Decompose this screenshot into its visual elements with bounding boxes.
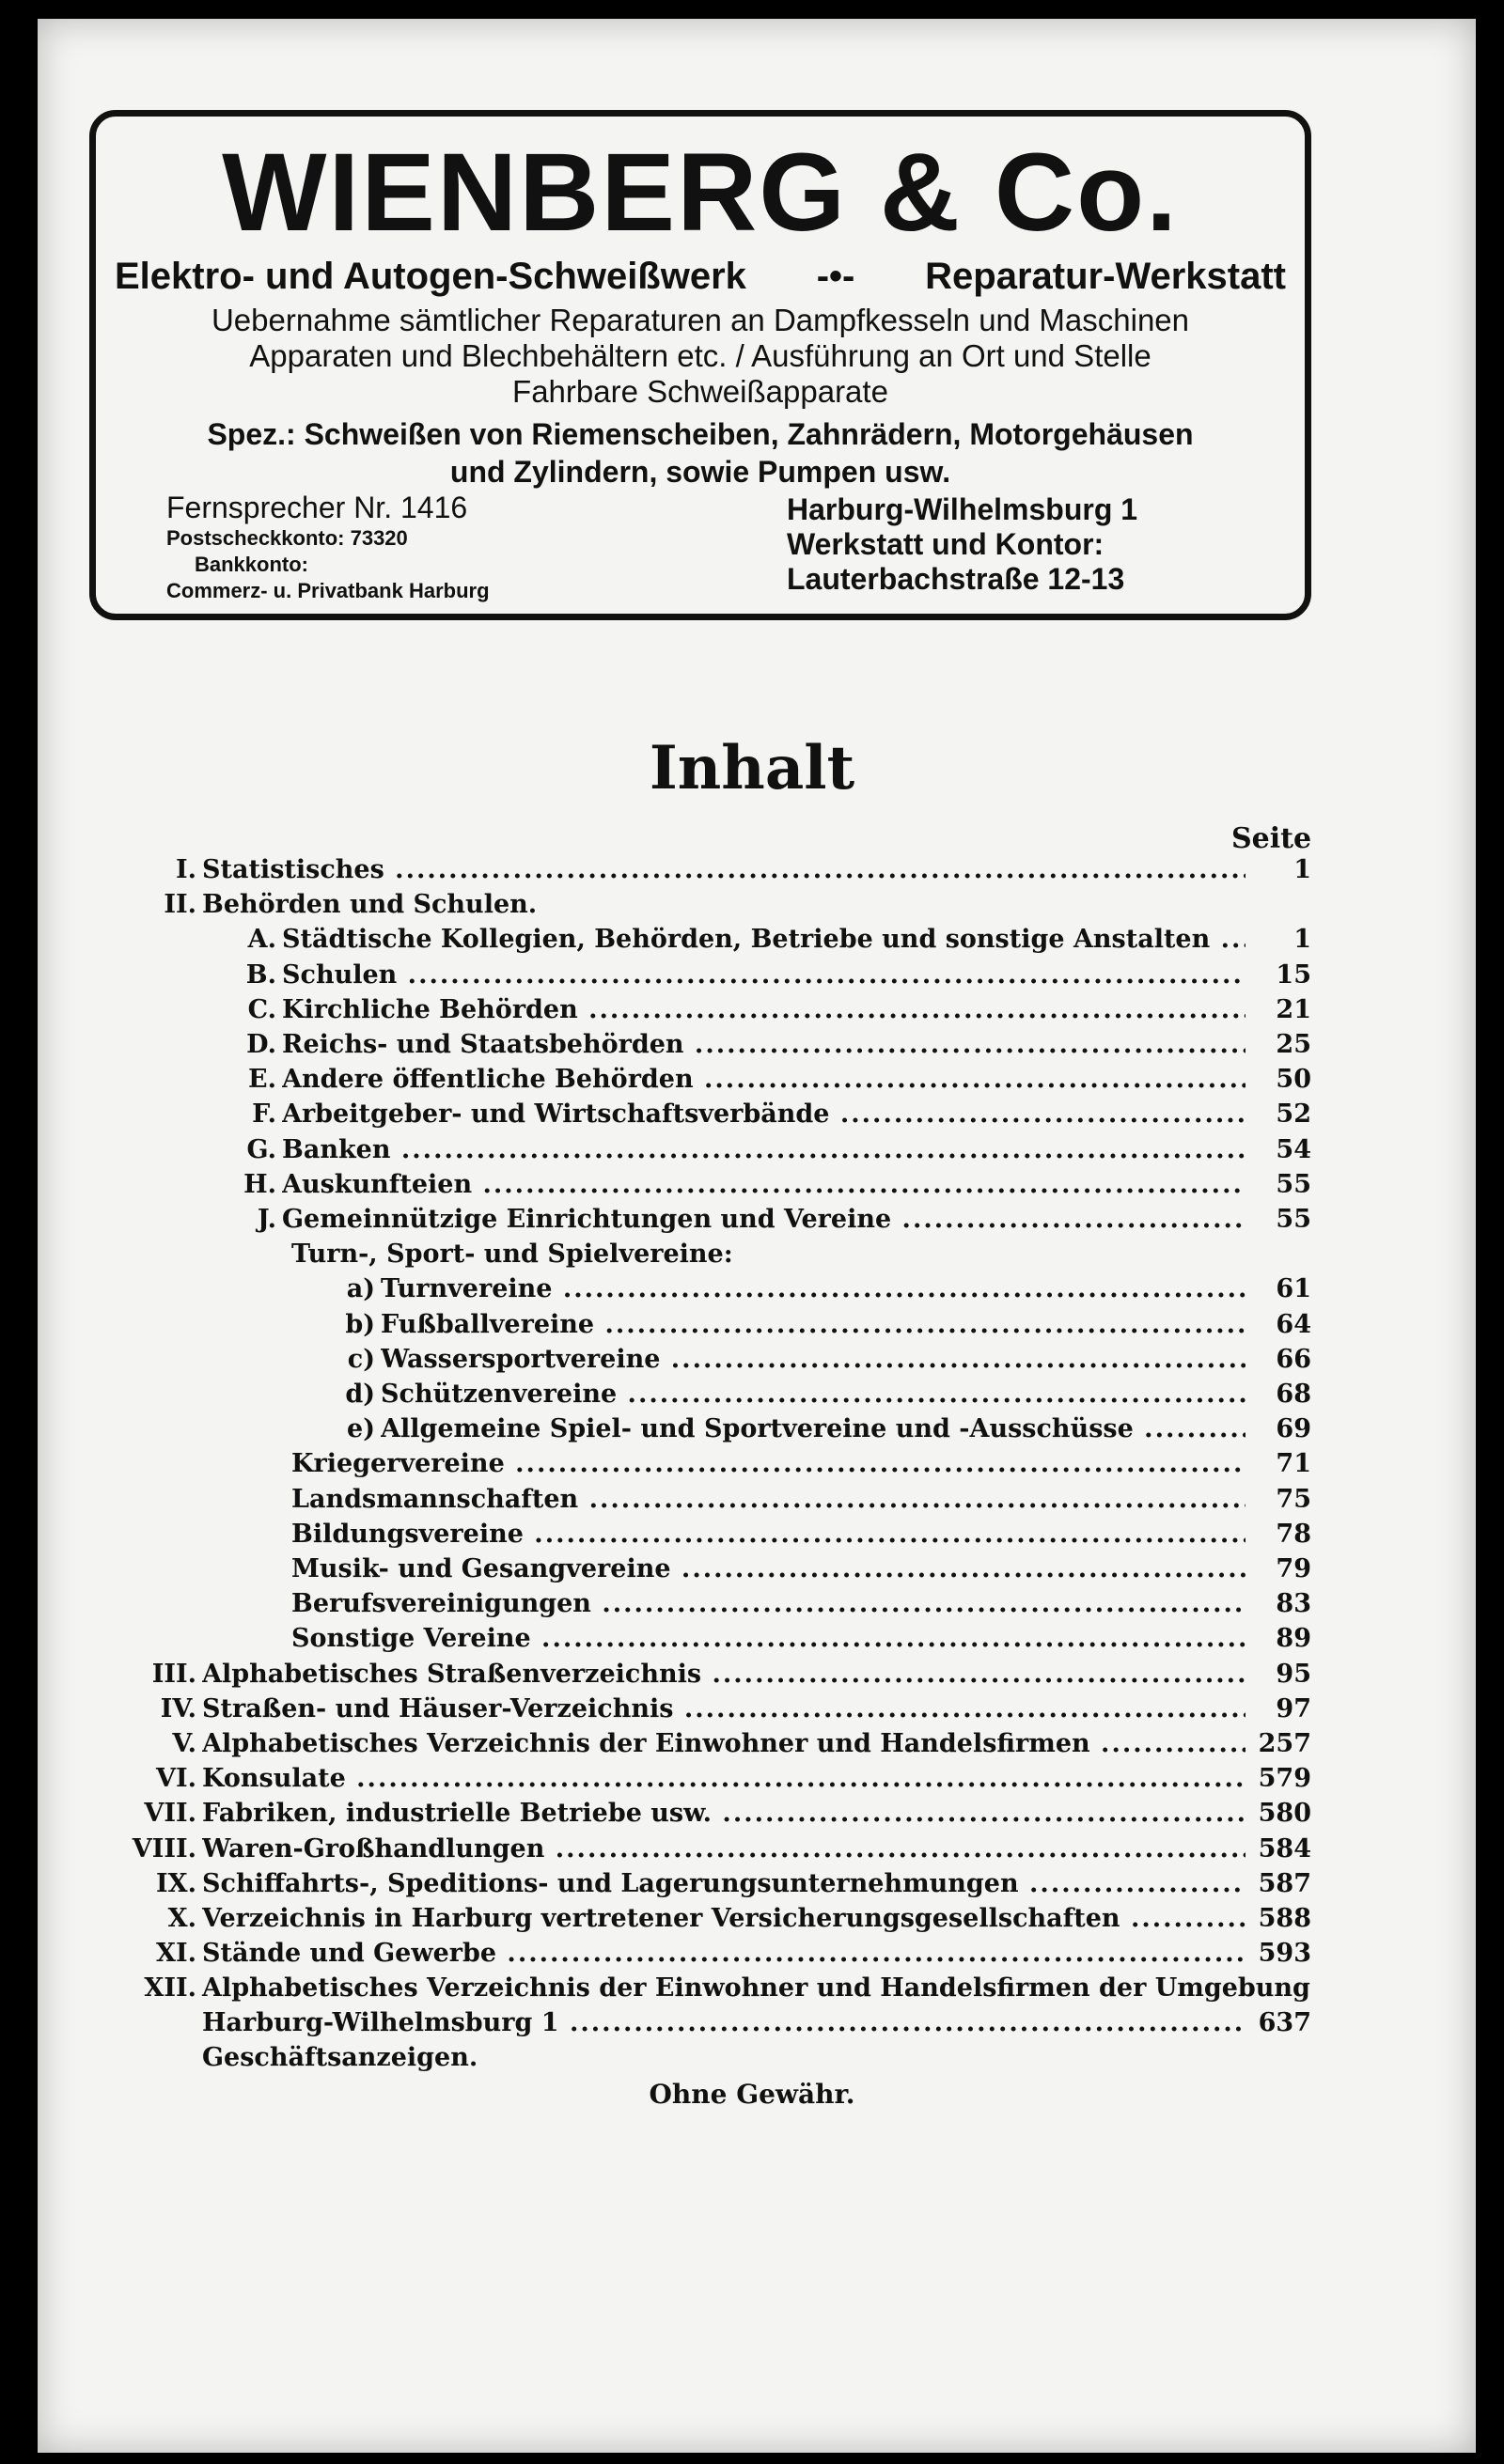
toc-label: Schulen ..... <box>282 960 1246 990</box>
toc-row <box>291 1485 1311 1520</box>
toc-row <box>156 1939 1311 1973</box>
toc-page-number: 1 <box>1293 855 1311 884</box>
ad-contact-right <box>787 492 1137 597</box>
ad-service-right: Reparatur-Werkstatt <box>925 256 1286 297</box>
toc-number: I. <box>175 855 196 884</box>
toc-row <box>132 1834 1311 1869</box>
ad-separator: -•- <box>816 256 855 297</box>
toc-row <box>164 890 1311 925</box>
toc-row <box>291 1520 1311 1554</box>
toc-label: Stände und Gewerbe ..... <box>202 1939 1246 1968</box>
ad-service-left: Elektro- und Autogen-Schweißwerk <box>115 256 746 297</box>
toc-row <box>346 1274 1311 1309</box>
toc-row <box>248 1065 1311 1099</box>
toc-page-number: 580 <box>1258 1799 1311 1828</box>
toc-row <box>252 1099 1311 1134</box>
toc-label: Alphabetisches Straßenverzeichnis ..... <box>202 1660 1246 1689</box>
toc-row <box>247 925 1311 959</box>
ad-city: Harburg-Wilhelmsburg 1 <box>787 492 1138 526</box>
toc-number: C. <box>247 995 276 1024</box>
toc-number: A. <box>247 925 276 954</box>
toc-row <box>156 1764 1311 1799</box>
toc-number: VII. <box>144 1799 196 1828</box>
toc-number: F. <box>252 1099 276 1129</box>
ad-bank: Commerz- u. Privatbank Harburg <box>166 579 490 602</box>
toc-row <box>347 1345 1311 1380</box>
toc-page-number: 52 <box>1276 1099 1311 1129</box>
toc-label: Harburg-Wilhelmsburg 1 ..... <box>202 2008 1246 2037</box>
toc-label: Schützenvereine ..... <box>381 1380 1246 1409</box>
toc-page-number: 21 <box>1276 995 1311 1024</box>
ad-contact-left <box>166 492 490 601</box>
toc-label: Alphabetisches Verzeichnis der Einwohner und Handelsfirmen der Umgebung <box>202 1973 1310 2003</box>
toc-page-number: 78 <box>1276 1520 1311 1549</box>
ad-spez-line-2: und Zylindern, sowie Pumpen usw. <box>449 455 951 489</box>
toc-page-number: 71 <box>1276 1449 1311 1478</box>
toc-row <box>245 960 1311 995</box>
toc-page-number: 587 <box>1258 1869 1311 1898</box>
toc-row <box>291 1589 1311 1624</box>
toc-row <box>202 2008 1311 2043</box>
toc-row <box>345 1310 1311 1345</box>
toc-number: XI. <box>156 1939 196 1968</box>
toc-number: V. <box>172 1729 196 1758</box>
advertisement-box <box>89 110 1311 620</box>
ad-street: Lauterbachstraße 12-13 <box>787 562 1125 596</box>
toc-label: Bildungsvereine ..... <box>291 1520 1246 1549</box>
toc-page-number: 68 <box>1276 1380 1311 1409</box>
toc-page-number: 54 <box>1276 1135 1311 1164</box>
ad-phone: Fernsprecher Nr. 1416 <box>166 491 468 524</box>
toc-label: Statistisches ..... <box>202 855 1246 884</box>
toc-label: Fabriken, industrielle Betriebe usw. ..... <box>202 1799 1246 1828</box>
toc-number: e) <box>347 1414 375 1443</box>
toc-row <box>202 2043 1311 2078</box>
toc-label: Kirchliche Behörden ..... <box>282 995 1246 1024</box>
toc-row <box>144 1799 1311 1833</box>
toc-number: II. <box>164 890 196 919</box>
toc-row <box>247 995 1311 1030</box>
toc-page-number: 1 <box>1293 925 1311 954</box>
toc-row <box>347 1414 1311 1449</box>
toc-page-number: 95 <box>1276 1660 1311 1689</box>
toc-label: Reichs- und Staatsbehörden ..... <box>282 1030 1246 1059</box>
toc-number: G. <box>246 1135 276 1164</box>
toc-number: D. <box>246 1030 276 1059</box>
toc-page-number: 79 <box>1276 1554 1311 1583</box>
toc-label: Konsulate ..... <box>202 1764 1246 1793</box>
toc-number: a) <box>346 1274 375 1303</box>
toc-label: Banken ..... <box>282 1135 1246 1164</box>
toc-label: Behörden und Schulen. <box>202 890 538 919</box>
toc-label: Geschäftsanzeigen. <box>202 2043 478 2072</box>
toc-row <box>172 1729 1311 1764</box>
toc-row <box>246 1030 1311 1065</box>
toc-label: Verzeichnis in Harburg vertretener Versicherungsgesellschaften ..... <box>202 1904 1246 1933</box>
toc-label: Allgemeine Spiel- und Sportvereine und -Ausschüsse ..... <box>381 1414 1246 1443</box>
toc-page-number: 97 <box>1276 1694 1311 1723</box>
toc-label: Andere öffentliche Behörden ..... <box>282 1065 1246 1094</box>
toc-page-number: 55 <box>1276 1170 1311 1199</box>
toc-label: Schiffahrts-, Speditions- und Lagerungsunternehmungen ..... <box>202 1869 1246 1898</box>
toc-row <box>291 1240 1311 1274</box>
toc-number: B. <box>245 960 276 990</box>
company-name: WIENBERG & Co. <box>222 131 1179 255</box>
ad-spez-line-1: Spez.: Schweißen von Riemenscheiben, Zahnrädern, Motorgehäusen <box>207 417 1194 451</box>
toc-label: Turnvereine ..... <box>381 1274 1246 1303</box>
toc-row <box>291 1554 1311 1589</box>
toc-page-number: 579 <box>1258 1764 1311 1793</box>
seite-header: Seite <box>1231 822 1312 855</box>
toc-row <box>167 1904 1311 1939</box>
toc-page-number: 593 <box>1258 1939 1311 1968</box>
toc-page-number: 637 <box>1258 2008 1311 2037</box>
toc-label: Landsmannschaften ..... <box>291 1485 1246 1514</box>
toc-row <box>160 1694 1311 1729</box>
toc-label: Straßen- und Häuser-Verzeichnis ..... <box>202 1694 1246 1723</box>
toc-number: IX. <box>156 1869 196 1898</box>
ad-bankkonto: Bankkonto: <box>195 553 308 576</box>
toc-page-number: 89 <box>1276 1624 1311 1653</box>
toc-label: Alphabetisches Verzeichnis der Einwohner und Handelsfirmen ..... <box>202 1729 1246 1758</box>
toc-label: Gemeinnützige Einrichtungen und Vereine ..... <box>282 1205 1246 1234</box>
toc-label: Sonstige Vereine ..... <box>291 1624 1246 1653</box>
toc-page-number: 15 <box>1276 960 1311 990</box>
ad-specialties <box>133 415 1267 491</box>
toc-number: H. <box>243 1170 276 1199</box>
toc-row <box>257 1205 1311 1240</box>
toc-page-number: 61 <box>1276 1274 1311 1303</box>
toc-page-number: 50 <box>1276 1065 1311 1094</box>
toc-row <box>291 1449 1311 1484</box>
ad-text-3: Fahrbare Schweißapparate <box>512 374 888 409</box>
toc-page-number: 55 <box>1276 1205 1311 1234</box>
toc-page-number: 584 <box>1258 1834 1311 1864</box>
ad-services-line <box>115 256 1286 298</box>
ad-text-1: Uebernahme sämtlicher Reparaturen an Dampfkesseln und Maschinen <box>211 303 1190 337</box>
toc-page-number: 25 <box>1276 1030 1311 1059</box>
toc-row <box>243 1170 1311 1205</box>
page-title: Inhalt <box>649 733 855 803</box>
toc-number: c) <box>347 1345 375 1374</box>
toc-row <box>291 1624 1311 1659</box>
toc-number: XII. <box>144 1973 196 2003</box>
toc-label: Städtische Kollegien, Behörden, Betriebe und sonstige Anstalten ..... <box>282 925 1246 954</box>
ad-text-2: Apparaten und Blechbehältern etc. / Ausführung an Ort und Stelle <box>249 338 1152 373</box>
toc-page-number: 588 <box>1258 1904 1311 1933</box>
toc-label: Auskunfteien ..... <box>282 1170 1246 1199</box>
toc-page-number: 75 <box>1276 1485 1311 1514</box>
toc-label: Wassersportvereine ..... <box>381 1345 1246 1374</box>
ad-postscheck: Postscheckkonto: 73320 <box>166 526 408 550</box>
toc-label: Fußballvereine ..... <box>381 1310 1246 1339</box>
toc-number: J. <box>257 1205 276 1234</box>
toc-number: IV. <box>160 1694 196 1723</box>
toc-label: Berufsvereinigungen ..... <box>291 1589 1246 1618</box>
toc-row <box>345 1380 1311 1414</box>
toc-number: d) <box>345 1380 375 1409</box>
toc-label: Kriegervereine ..... <box>291 1449 1246 1478</box>
toc-page-number: 257 <box>1258 1729 1311 1758</box>
toc-label: Turn-, Sport- und Spielvereine: <box>291 1240 733 1269</box>
toc-number: VI. <box>156 1764 196 1793</box>
toc-label: Arbeitgeber- und Wirtschaftsverbände ..... <box>282 1099 1246 1129</box>
toc-number: III. <box>151 1660 196 1689</box>
toc-label: Musik- und Gesangvereine ..... <box>291 1554 1246 1583</box>
toc-row <box>246 1135 1311 1170</box>
toc-page-number: 69 <box>1276 1414 1311 1443</box>
toc-number: b) <box>345 1310 375 1339</box>
ad-office: Werkstatt und Kontor: <box>787 527 1104 561</box>
toc-row <box>156 1869 1311 1904</box>
toc-page-number: 64 <box>1276 1310 1311 1339</box>
toc-row <box>144 1973 1311 2008</box>
footer-note: Ohne Gewähr. <box>649 2079 855 2110</box>
toc-row <box>151 1660 1311 1694</box>
toc-number: E. <box>248 1065 276 1094</box>
toc-number: VIII. <box>132 1834 196 1864</box>
toc-label: Waren-Großhandlungen ..... <box>202 1834 1246 1864</box>
toc-number: X. <box>167 1904 196 1933</box>
toc-row <box>175 855 1311 890</box>
toc-page-number: 66 <box>1276 1345 1311 1374</box>
toc-page-number: 83 <box>1276 1589 1311 1618</box>
